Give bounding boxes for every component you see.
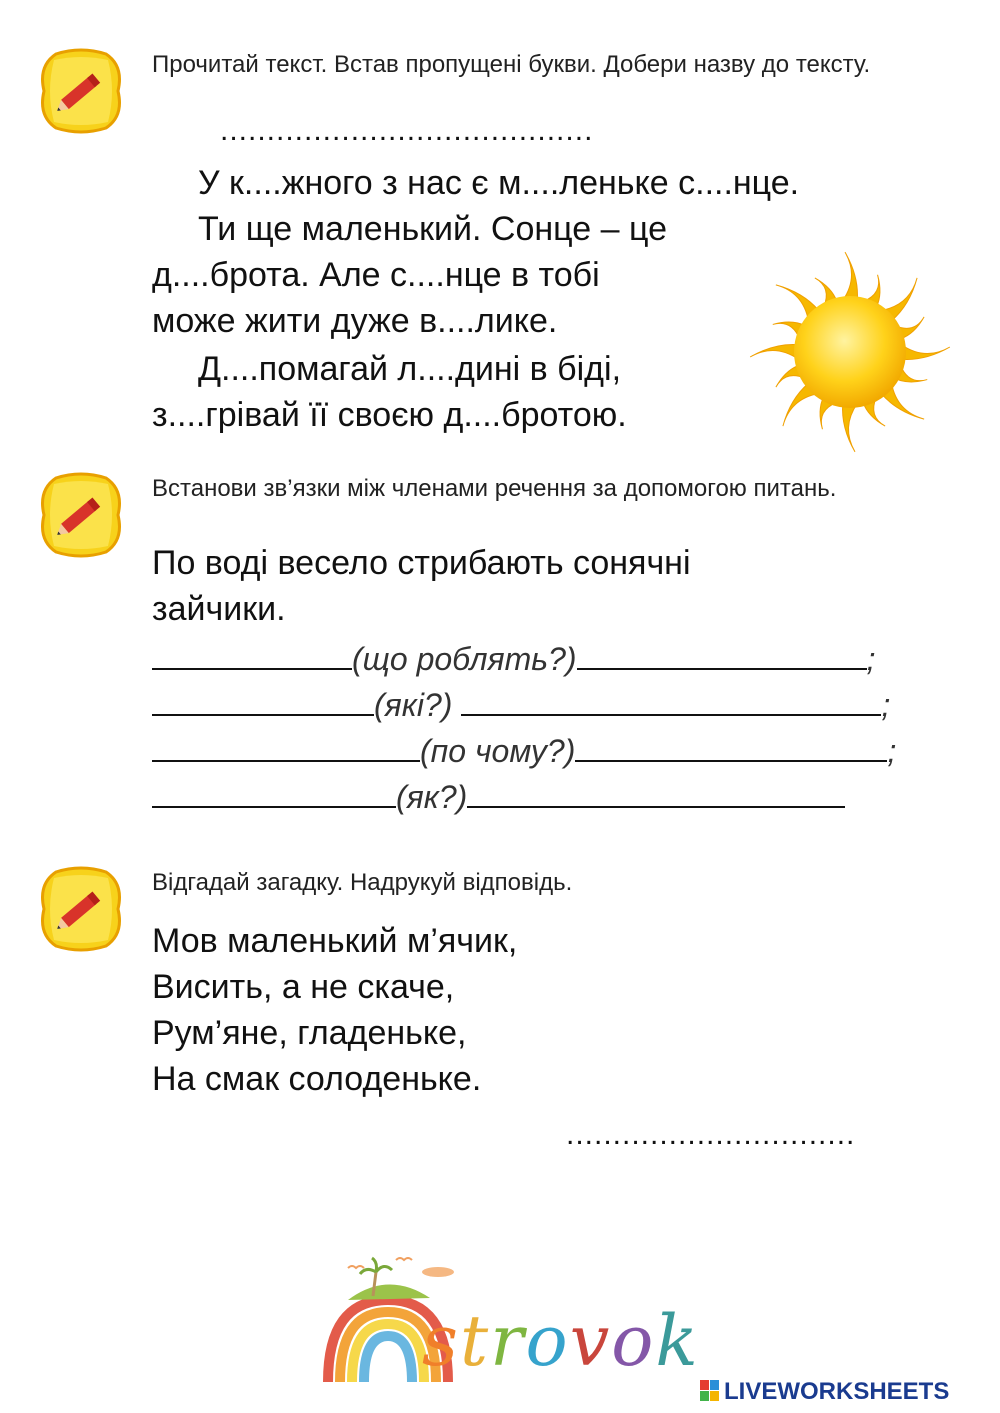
task1-instruction: Прочитай текст. Встав пропущені букви. Добери назву до тексту.	[152, 51, 871, 78]
task1-line-6: з....грівай її своєю д....бротою.	[152, 396, 627, 434]
pencil-badge-icon	[38, 48, 124, 134]
question-line-4	[152, 776, 845, 818]
question-text: (як?)	[396, 779, 468, 815]
question-line-2	[152, 684, 890, 726]
sun-ray	[843, 403, 858, 451]
task1-line-2: Ти ще маленький. Сонце – це	[198, 210, 667, 248]
question-end: ;	[887, 733, 897, 769]
answer-blank[interactable]	[461, 684, 881, 716]
answer-blank[interactable]	[575, 730, 887, 762]
sun-icon	[740, 248, 960, 458]
brand-name-text	[0, 0, 1, 1]
question-text: (які?)	[374, 687, 453, 723]
task2-sentence-line-1: По воді весело стрибають сонячні	[152, 544, 691, 582]
question-end: ;	[866, 641, 876, 677]
answer-blank[interactable]	[152, 776, 396, 808]
question-line-1	[152, 638, 875, 680]
answer-blank[interactable]: ...............................	[566, 1118, 856, 1151]
question-line-3	[152, 730, 896, 772]
task2-instruction: Встанови зв’язки між членами речення за допомогою питань.	[152, 475, 837, 502]
riddle-line-2: Висить, а не скаче,	[152, 968, 455, 1006]
answer-blank[interactable]	[152, 638, 352, 670]
riddle-line-1: Мов маленький м’ячик,	[152, 922, 518, 960]
task2-sentence-line-2: зайчики.	[152, 590, 286, 628]
question-text: (по чому?)	[420, 733, 576, 769]
riddle-line-3: Рум’яне, гладеньке,	[152, 1014, 467, 1052]
pencil-badge-icon	[38, 866, 124, 952]
liveworksheets-watermark: LIVEWORKSHEETS	[724, 1378, 950, 1405]
pencil-badge-icon	[38, 472, 124, 558]
question-text: (що роблять?)	[352, 641, 577, 677]
answer-blank[interactable]	[577, 638, 867, 670]
sun-ray	[901, 345, 949, 360]
title-blank: ........................................	[220, 114, 594, 147]
task3-instruction: Відгадай загадку. Надрукуй відповідь.	[152, 869, 573, 896]
liveworksheets-logo-icon	[700, 1380, 720, 1402]
answer-blank[interactable]	[152, 730, 420, 762]
sun-ray	[843, 252, 858, 300]
brand-name: strovok	[422, 1300, 700, 1382]
question-end: ;	[881, 687, 891, 723]
sun-ray	[750, 345, 798, 360]
task1-line-1: У к....жного з нас є м....леньке с....нце.	[198, 164, 800, 202]
task1-line-5: Д....помагай л....дині в біді,	[198, 350, 622, 388]
answer-blank[interactable]	[152, 684, 374, 716]
answer-blank[interactable]	[467, 776, 845, 808]
task1-line-3: д....брота. Але с....нце в тобі	[152, 256, 600, 294]
task1-line-4: може жити дуже в....лике.	[152, 302, 558, 340]
riddle-line-4: На смак солоденьке.	[152, 1060, 482, 1098]
